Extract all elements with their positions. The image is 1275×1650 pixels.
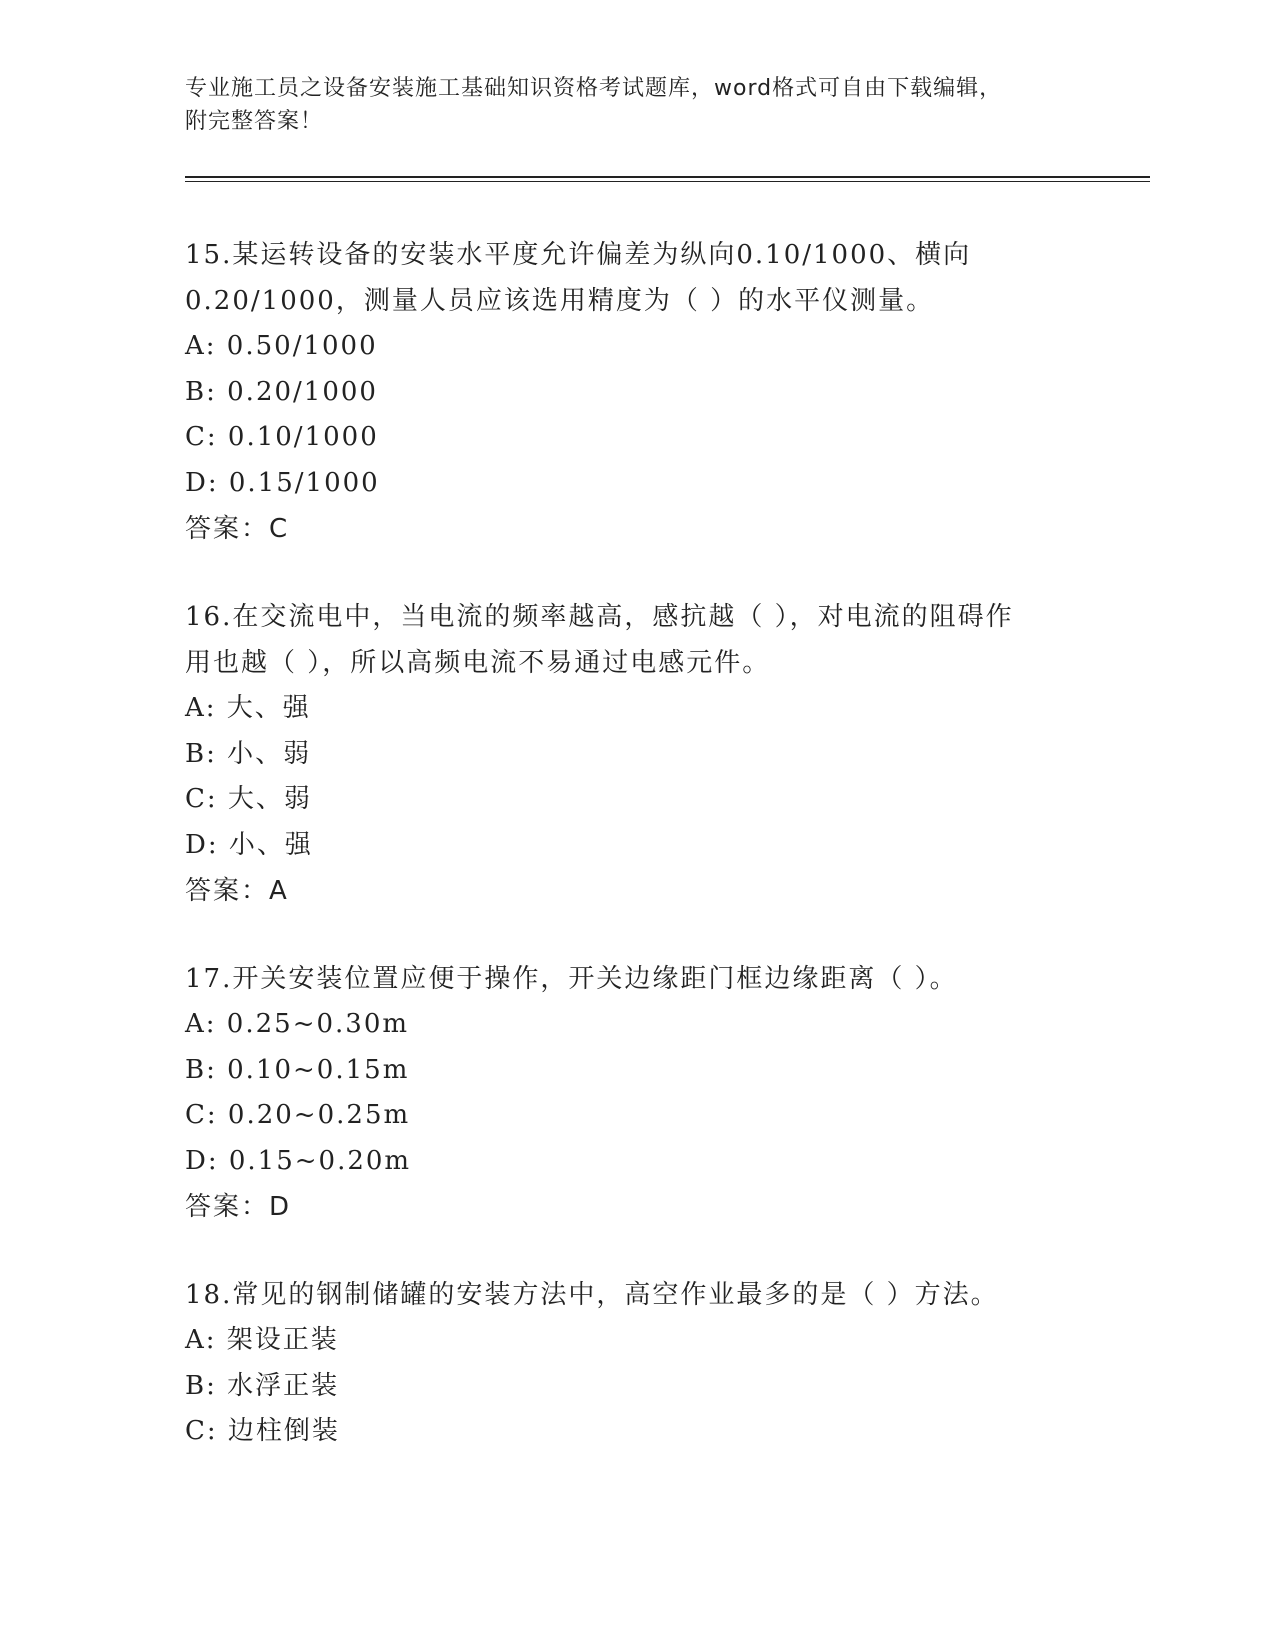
document-header xyxy=(185,72,1085,138)
option-c: C: 0.10/1000 xyxy=(185,422,379,452)
question-text-line: 17.开关安装位置应便于操作，开关边缘距门框边缘距离（ ）。 xyxy=(185,964,958,994)
option-d: D: 0.15/1000 xyxy=(185,467,380,498)
option-b: B: 水浮正装 xyxy=(185,1370,340,1401)
header-line-2: 附完整答案！ xyxy=(185,109,324,134)
option-a: A: 大、强 xyxy=(185,693,311,723)
question-16 xyxy=(185,594,1085,914)
question-15 xyxy=(185,232,1085,552)
option-a: A: 架设正装 xyxy=(185,1325,339,1355)
question-text-line: 用也越（ ），所以高频电流不易通过电感元件。 xyxy=(185,648,771,678)
answer: 答案：C xyxy=(185,514,290,544)
header-divider-thin xyxy=(185,181,1150,182)
answer: 答案：A xyxy=(185,876,289,906)
header-line-1: 专业施工员之设备安装施工基础知识资格考试题库，word格式可自由下载编辑， xyxy=(185,76,1003,101)
option-c: C: 大、弱 xyxy=(185,784,312,814)
option-a: A: 0.50/1000 xyxy=(185,331,378,361)
option-d: D: 0.15~0.20m xyxy=(185,1145,412,1176)
question-text-line: 15.某运转设备的安装水平度允许偏差为纵向0.10/1000、横向 xyxy=(185,240,972,270)
question-text-line: 16.在交流电中，当电流的频率越高，感抗越（ ），对电流的阻碍作 xyxy=(185,602,1014,632)
option-b: B: 0.10~0.15m xyxy=(185,1054,410,1085)
option-b: B: 0.20/1000 xyxy=(185,376,378,407)
option-d: D: 小、强 xyxy=(185,829,313,860)
question-text-line: 18.常见的钢制储罐的安装方法中，高空作业最多的是（ ）方法。 xyxy=(185,1280,999,1310)
question-18 xyxy=(185,1272,1085,1455)
answer: 答案：D xyxy=(185,1192,292,1222)
question-text-line: 0.20/1000，测量人员应该选用精度为（ ）的水平仪测量。 xyxy=(185,286,935,316)
option-c: C: 边柱倒装 xyxy=(185,1416,340,1446)
option-c: C: 0.20~0.25m xyxy=(185,1100,411,1130)
question-17 xyxy=(185,956,1085,1230)
option-b: B: 小、弱 xyxy=(185,738,312,769)
option-a: A: 0.25~0.30m xyxy=(185,1009,410,1039)
question-list xyxy=(185,232,1085,1497)
header-divider-thick xyxy=(185,176,1150,178)
